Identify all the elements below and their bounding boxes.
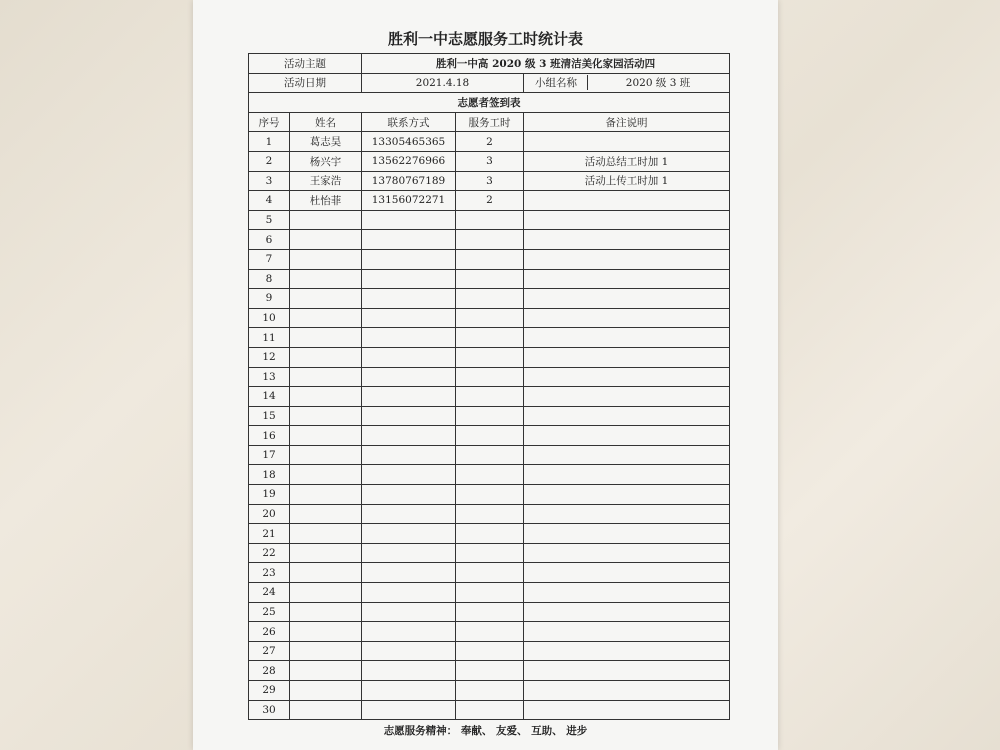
- table-row: [249, 465, 730, 485]
- remark: [524, 661, 730, 681]
- remark: [524, 230, 730, 250]
- row-number: 20: [249, 504, 290, 524]
- row-number: 22: [249, 543, 290, 563]
- service-hours: [456, 426, 524, 446]
- remark: [524, 445, 730, 465]
- row-number: 8: [249, 269, 290, 289]
- table-row: [249, 700, 730, 720]
- header-cell: 序号: [249, 112, 290, 132]
- service-hours: [456, 210, 524, 230]
- theme-row: [249, 54, 730, 74]
- contact-phone: 13305465365: [362, 132, 456, 152]
- document-title: 胜利一中志愿服务工时统计表: [387, 30, 583, 48]
- remark: [524, 406, 730, 426]
- contact-phone: [362, 661, 456, 681]
- volunteer-name: [290, 681, 362, 701]
- signin-title-row: [249, 93, 730, 113]
- row-number: 28: [249, 661, 290, 681]
- remark: 活动总结工时加 1: [524, 151, 730, 171]
- contact-phone: [362, 308, 456, 328]
- remark: [524, 681, 730, 701]
- remark: [524, 308, 730, 328]
- service-hours: [456, 622, 524, 642]
- contact-phone: [362, 485, 456, 505]
- contact-phone: 13780767189: [362, 171, 456, 191]
- table-row: [249, 210, 730, 230]
- service-hours: [456, 543, 524, 563]
- volunteer-name: [290, 426, 362, 446]
- volunteer-name: [290, 328, 362, 348]
- remark: [524, 347, 730, 367]
- table-row: [249, 641, 730, 661]
- volunteer-name: 王家浩: [290, 171, 362, 191]
- contact-phone: [362, 367, 456, 387]
- row-number: 15: [249, 406, 290, 426]
- service-hours: [456, 661, 524, 681]
- remark: [524, 504, 730, 524]
- service-hours: [456, 563, 524, 583]
- service-hours: 3: [456, 171, 524, 191]
- row-number: 3: [249, 171, 290, 191]
- contact-phone: [362, 426, 456, 446]
- service-hours: [456, 465, 524, 485]
- remark: [524, 641, 730, 661]
- volunteer-name: [290, 543, 362, 563]
- date-value: 2021.4.18: [362, 73, 524, 93]
- service-hours: [456, 367, 524, 387]
- volunteer-name: [290, 563, 362, 583]
- date-label: 活动日期: [249, 73, 362, 93]
- row-number: 14: [249, 387, 290, 407]
- contact-phone: [362, 681, 456, 701]
- volunteer-name: [290, 661, 362, 681]
- volunteer-name: [290, 269, 362, 289]
- remark: [524, 249, 730, 269]
- contact-phone: [362, 230, 456, 250]
- row-number: 5: [249, 210, 290, 230]
- service-hours: [456, 289, 524, 309]
- remark: [524, 622, 730, 642]
- contact-phone: [362, 622, 456, 642]
- row-number: 11: [249, 328, 290, 348]
- row-number: 18: [249, 465, 290, 485]
- table-row: [249, 328, 730, 348]
- volunteer-name: [290, 387, 362, 407]
- contact-phone: [362, 465, 456, 485]
- table-row: [249, 406, 730, 426]
- contact-phone: [362, 328, 456, 348]
- contact-phone: 13156072271: [362, 191, 456, 211]
- row-number: 6: [249, 230, 290, 250]
- paper-sheet: [193, 0, 778, 750]
- service-hours: [456, 387, 524, 407]
- header-cell: 服务工时: [456, 112, 524, 132]
- header-row: [249, 112, 730, 132]
- table-row: [249, 249, 730, 269]
- remark: [524, 563, 730, 583]
- volunteer-name: [290, 367, 362, 387]
- header-cell: 联系方式: [362, 112, 456, 132]
- volunteer-name: [290, 210, 362, 230]
- table-row: [249, 367, 730, 387]
- footer-motto: 志愿服务精神： 奉献、 友爱、 互助、 进步: [383, 725, 588, 737]
- remark: [524, 210, 730, 230]
- service-hours: 3: [456, 151, 524, 171]
- remark: [524, 191, 730, 211]
- table-row: [249, 230, 730, 250]
- table-row: [249, 289, 730, 309]
- date-row: [249, 73, 730, 93]
- service-hours: [456, 406, 524, 426]
- remark: [524, 289, 730, 309]
- service-hours: [456, 230, 524, 250]
- remark: [524, 543, 730, 563]
- row-number: 7: [249, 249, 290, 269]
- contact-phone: [362, 602, 456, 622]
- theme-value: 胜利一中高 2020 级 3 班清洁美化家园活动四: [362, 54, 730, 74]
- contact-phone: [362, 347, 456, 367]
- remark: [524, 387, 730, 407]
- contact-phone: [362, 563, 456, 583]
- row-number: 2: [249, 151, 290, 171]
- service-hours: [456, 308, 524, 328]
- row-number: 26: [249, 622, 290, 642]
- remark: [524, 524, 730, 544]
- table-row: [249, 602, 730, 622]
- volunteer-name: [290, 622, 362, 642]
- row-number: 10: [249, 308, 290, 328]
- volunteer-hours-table: [248, 53, 730, 720]
- contact-phone: [362, 504, 456, 524]
- service-hours: [456, 583, 524, 603]
- volunteer-name: [290, 485, 362, 505]
- volunteer-name: [290, 504, 362, 524]
- table-row: [249, 269, 730, 289]
- group-value: 2020 级 3 班: [625, 77, 691, 90]
- table-row: [249, 171, 730, 191]
- remark: [524, 132, 730, 152]
- table-row: [249, 387, 730, 407]
- contact-phone: [362, 249, 456, 269]
- volunteer-name: [290, 406, 362, 426]
- volunteer-name: [290, 289, 362, 309]
- service-hours: [456, 681, 524, 701]
- contact-phone: [362, 524, 456, 544]
- row-number: 23: [249, 563, 290, 583]
- remark: [524, 269, 730, 289]
- service-hours: 2: [456, 191, 524, 211]
- row-number: 1: [249, 132, 290, 152]
- row-number: 4: [249, 191, 290, 211]
- table-row: [249, 583, 730, 603]
- row-number: 19: [249, 485, 290, 505]
- row-number: 24: [249, 583, 290, 603]
- contact-phone: [362, 406, 456, 426]
- volunteer-name: [290, 230, 362, 250]
- service-hours: [456, 485, 524, 505]
- contact-phone: [362, 583, 456, 603]
- contact-phone: [362, 269, 456, 289]
- table-row: [249, 661, 730, 681]
- remark: [524, 485, 730, 505]
- contact-phone: [362, 445, 456, 465]
- row-number: 12: [249, 347, 290, 367]
- remark: [524, 583, 730, 603]
- service-hours: [456, 445, 524, 465]
- row-number: 21: [249, 524, 290, 544]
- table-row: [249, 347, 730, 367]
- service-hours: 2: [456, 132, 524, 152]
- volunteer-name: [290, 445, 362, 465]
- table-row: [249, 563, 730, 583]
- service-hours: [456, 249, 524, 269]
- table-row: [249, 485, 730, 505]
- theme-label: 活动主题: [249, 54, 362, 74]
- service-hours: [456, 504, 524, 524]
- contact-phone: [362, 641, 456, 661]
- header-cell: 姓名: [290, 112, 362, 132]
- remark: [524, 426, 730, 446]
- table-row: [249, 622, 730, 642]
- row-number: 25: [249, 602, 290, 622]
- volunteer-name: [290, 641, 362, 661]
- remark: [524, 602, 730, 622]
- volunteer-name: [290, 700, 362, 720]
- table-row: [249, 308, 730, 328]
- volunteer-name: 杨兴宇: [290, 151, 362, 171]
- row-number: 27: [249, 641, 290, 661]
- contact-phone: [362, 543, 456, 563]
- signin-title: 志愿者签到表: [249, 93, 730, 113]
- service-hours: [456, 269, 524, 289]
- row-number: 17: [249, 445, 290, 465]
- volunteer-name: [290, 524, 362, 544]
- row-number: 30: [249, 700, 290, 720]
- table-row: [249, 524, 730, 544]
- header-cell: 备注说明: [524, 112, 730, 132]
- volunteer-name: [290, 602, 362, 622]
- service-hours: [456, 700, 524, 720]
- volunteer-name: [290, 308, 362, 328]
- table-row: [249, 426, 730, 446]
- table-row: [249, 132, 730, 152]
- remark: [524, 367, 730, 387]
- service-hours: [456, 347, 524, 367]
- table-row: [249, 191, 730, 211]
- remark: [524, 465, 730, 485]
- table-row: [249, 504, 730, 524]
- contact-phone: 13562276966: [362, 151, 456, 171]
- group-label: 小组名称: [525, 75, 588, 90]
- remark: [524, 700, 730, 720]
- row-number: 16: [249, 426, 290, 446]
- table-row: [249, 681, 730, 701]
- row-number: 9: [249, 289, 290, 309]
- table-row: [249, 151, 730, 171]
- row-number: 13: [249, 367, 290, 387]
- volunteer-name: [290, 249, 362, 269]
- service-hours: [456, 602, 524, 622]
- group-cell: [524, 73, 730, 93]
- remark: [524, 328, 730, 348]
- table-row: [249, 445, 730, 465]
- service-hours: [456, 328, 524, 348]
- table-row: [249, 543, 730, 563]
- volunteer-name: [290, 347, 362, 367]
- remark: 活动上传工时加 1: [524, 171, 730, 191]
- volunteer-name: 杜怡菲: [290, 191, 362, 211]
- contact-phone: [362, 387, 456, 407]
- contact-phone: [362, 210, 456, 230]
- volunteer-name: 葛志昊: [290, 132, 362, 152]
- service-hours: [456, 641, 524, 661]
- service-hours: [456, 524, 524, 544]
- row-number: 29: [249, 681, 290, 701]
- volunteer-name: [290, 465, 362, 485]
- contact-phone: [362, 289, 456, 309]
- volunteer-name: [290, 583, 362, 603]
- contact-phone: [362, 700, 456, 720]
